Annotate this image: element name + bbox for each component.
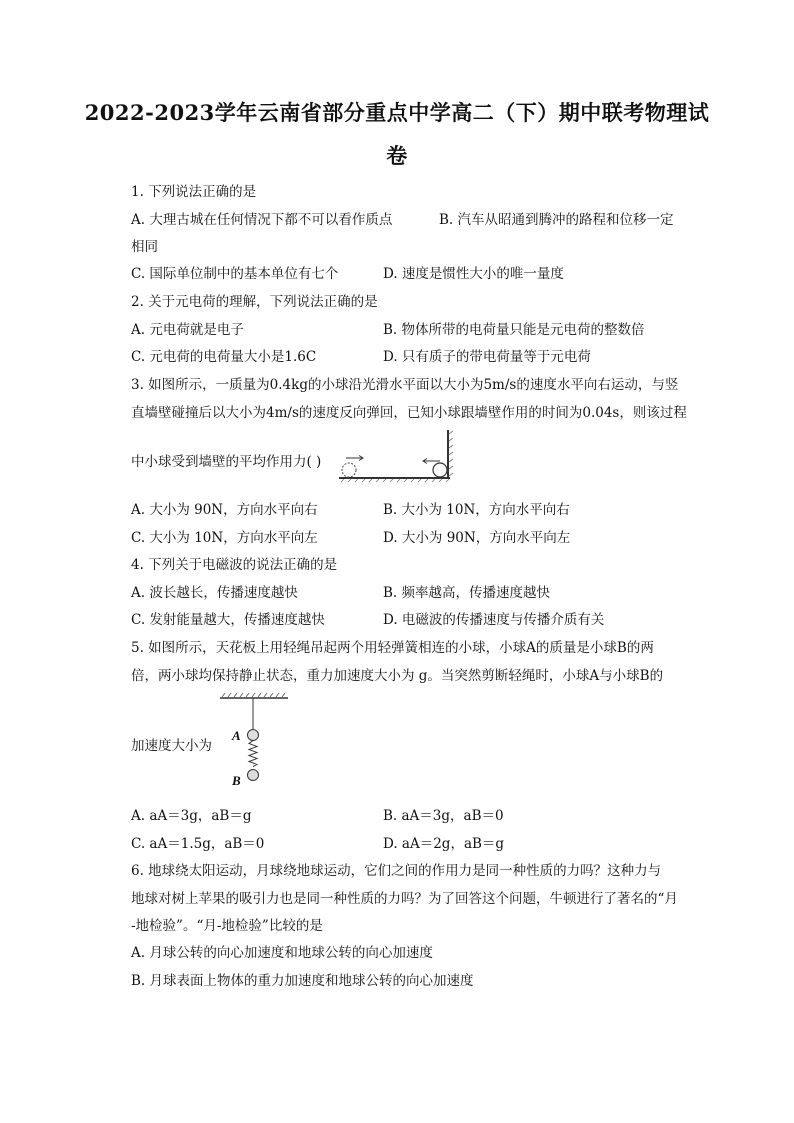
- q5-spring-balls-figure: [218, 692, 290, 792]
- q5-stem-line3: 加速度大小为: [131, 738, 212, 754]
- exam-title-line1: 2022-2023学年云南省部分重点中学高二（下）期中联考物理试: [84, 100, 710, 125]
- q1-stem: 1. 下列说法正确的是: [131, 184, 257, 200]
- q4-option-c: C. 发射能量越大，传播速度越快: [131, 612, 325, 628]
- q6-stem-line3: -地检验”。“月-地检验”比较的是: [131, 918, 323, 934]
- q3-wall-collision-figure: [336, 428, 458, 486]
- q5-option-a: A. aA＝3g，aB＝g: [131, 808, 252, 824]
- q5-label-a: A: [232, 728, 241, 743]
- exam-title-line2: 卷: [386, 143, 408, 168]
- q5-stem-line2: 倍，两小球均保持静止状态，重力加速度大小为 g。当突然剪断轻绳时，小球A与小球B的: [131, 668, 664, 684]
- q5-option-b: B. aA＝3g，aB＝0: [383, 808, 504, 824]
- q2-option-b: B. 物体所带的电荷量只能是元电荷的整数倍: [383, 322, 645, 338]
- q5-label-b: B: [232, 773, 241, 788]
- q4-option-b: B. 频率越高，传播速度越快: [383, 585, 551, 601]
- q2-option-d: D. 只有质子的带电荷量等于元电荷: [383, 349, 591, 365]
- q5-option-d: D. aA＝2g，aB＝g: [383, 836, 505, 852]
- q1-option-a: A. 大理古城在任何情况下都不可以看作质点: [131, 212, 393, 228]
- q3-stem-line3: 中小球受到墙壁的平均作用力( ): [131, 454, 322, 470]
- q1-option-c: C. 国际单位制中的基本单位有七个: [131, 266, 339, 282]
- q3-option-c: C. 大小为 10N，方向水平向左: [131, 530, 318, 546]
- q3-stem-line1: 3. 如图所示，一质量为0.4kg的小球沿光滑水平面以大小为5m/s的速度水平向右运动，与竖: [131, 377, 679, 393]
- q6-stem-line2: 地球对树上苹果的吸引力也是同一种性质的力吗？为了回答这个问题，牛顿进行了著名的“月: [131, 891, 678, 907]
- q5-option-c: C. aA＝1.5g，aB＝0: [131, 836, 265, 852]
- q2-option-a: A. 元电荷就是电子: [131, 322, 244, 338]
- q2-option-c: C. 元电荷的电荷量大小是1.6C: [131, 349, 317, 365]
- q1-option-b: B. 汽车从昭通到腾冲的路程和位移一定: [439, 212, 674, 228]
- q2-stem: 2. 关于元电荷的理解，下列说法正确的是: [131, 294, 378, 310]
- q3-option-b: B. 大小为 10N，方向水平向右: [383, 502, 570, 518]
- q6-stem-line1: 6. 地球绕太阳运动，月球绕地球运动，它们之间的作用力是同一种性质的力吗？这种力与: [131, 863, 662, 879]
- q1-option-d: D. 速度是惯性大小的唯一量度: [383, 266, 564, 282]
- q4-option-a: A. 波长越长，传播速度越快: [131, 585, 298, 601]
- q6-option-b: B. 月球表面上物体的重力加速度和地球公转的向心加速度: [131, 973, 474, 989]
- q3-option-d: D. 大小为 90N，方向水平向左: [383, 530, 571, 546]
- q4-option-d: D. 电磁波的传播速度与传播介质有关: [383, 612, 605, 628]
- q5-stem-line1: 5. 如图所示，天花板上用轻绳吊起两个用轻弹簧相连的小球，小球A的质量是小球B的两: [131, 640, 654, 656]
- q4-stem: 4. 下列关于电磁波的说法正确的是: [131, 557, 338, 573]
- q1-option-b-cont: 相同: [131, 239, 158, 255]
- q3-stem-line2: 直墙壁碰撞后以大小为4m/s的速度反向弹回，已知小球跟墙壁作用的时间为0.04s，则该过程: [131, 405, 687, 421]
- q6-option-a: A. 月球公转的向心加速度和地球公转的向心加速度: [131, 945, 433, 961]
- q3-option-a: A. 大小为 90N，方向水平向右: [131, 502, 318, 518]
